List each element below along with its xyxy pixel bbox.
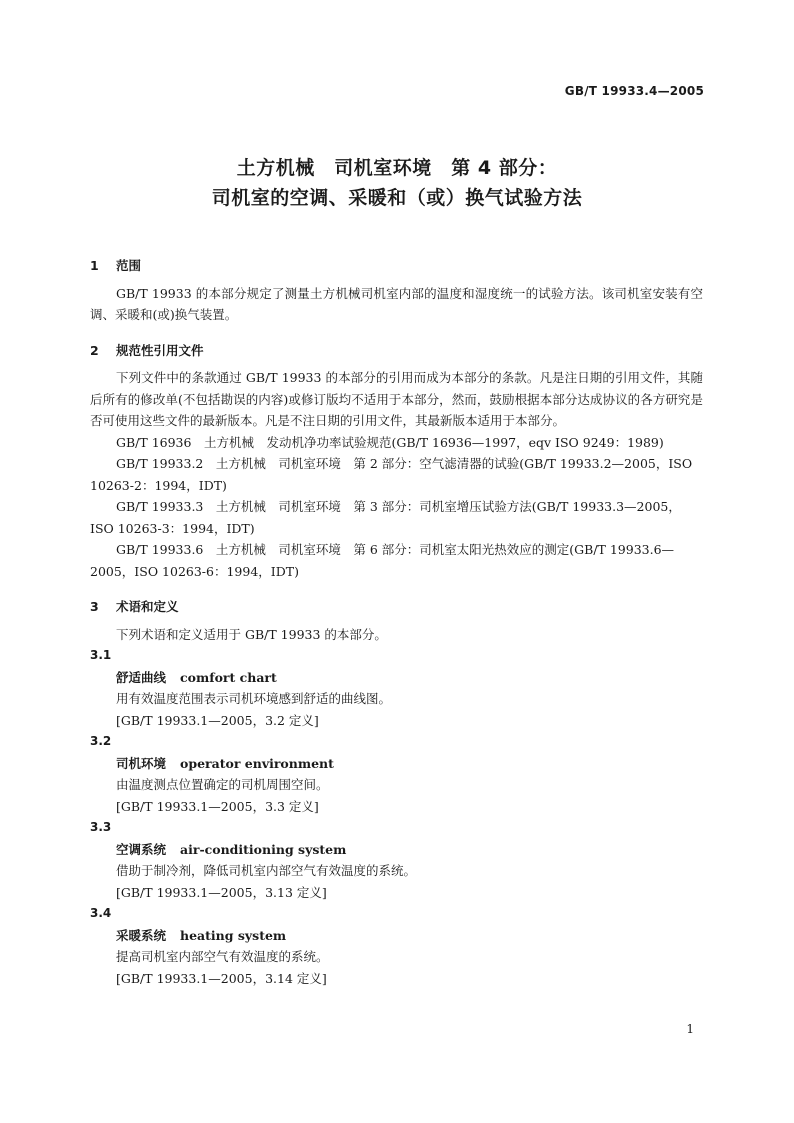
term-definition: 提高司机室内部空气有效温度的系统。 <box>116 949 329 964</box>
term-title <box>90 839 703 861</box>
term-definition: 借助于制冷剂，降低司机室内部空气有效温度的系统。 <box>116 863 417 878</box>
section-title: 术语和定义 <box>116 599 179 614</box>
term-number: 3.3 <box>90 820 112 834</box>
term-entry <box>90 645 703 731</box>
section-title: 规范性引用文件 <box>116 342 204 358</box>
section-number: 1 <box>90 258 99 273</box>
term-zh: 舒适曲线 <box>116 669 167 685</box>
term-title <box>90 667 703 689</box>
term-entry <box>90 731 703 817</box>
term-title <box>90 753 703 775</box>
section-heading-terms <box>90 596 703 618</box>
references-intro-paragraph: 下列文件中的条款通过 GB/T 19933 的本部分的引用而成为本部分的条款。凡是注日期的引用文件，其随后所有的修改单(不包括勘误的内容)或修订版均不适用于本部分，然而，鼓励根据本部分达成协议的各方研究是否可使用这些文件的最新版本。凡是不注日期的引用文件，其最新版本适用于本部分。 <box>90 370 703 428</box>
term-number: 3.1 <box>90 648 112 662</box>
term-citation: [GB/T 19933.1—2005，3.13 定义] <box>116 884 327 900</box>
section-title: 范围 <box>116 258 142 273</box>
scope-paragraph: GB/T 19933 的本部分规定了测量土方机械司机室内部的温度和湿度统一的试验方法。该司机室安装有空调、采暖和(或)换气装置。 <box>90 285 703 322</box>
term-zh: 采暖系统 <box>116 927 167 943</box>
terms-intro-paragraph: 下列术语和定义适用于 GB/T 19933 的本部分。 <box>116 626 387 642</box>
term-citation: [GB/T 19933.1—2005，3.2 定义] <box>116 712 319 728</box>
reference-item: GB/T 16936 土方机械 发动机净功率试验规范(GB/T 16936—1997，eqv ISO 9249：1989) <box>116 434 664 450</box>
term-number: 3.2 <box>90 734 112 748</box>
term-en: air-conditioning system <box>180 841 347 857</box>
document-title <box>0 153 794 213</box>
term-number: 3.4 <box>90 906 112 920</box>
reference-item: GB/T 19933.6 土方机械 司机室环境 第 6 部分：司机室太阳光热效应的测定(GB/T 19933.6—2005，ISO 10263-6：1994，IDT) <box>90 542 675 579</box>
reference-item: GB/T 19933.3 土方机械 司机室环境 第 3 部分：司机室增压试验方法(GB/T 19933.3—2005，ISO 10263-3：1994，IDT) <box>90 499 681 536</box>
page-number: 1 <box>686 1022 694 1036</box>
section-number: 3 <box>90 599 99 614</box>
reference-item: GB/T 19933.2 土方机械 司机室环境 第 2 部分：空气滤清器的试验(GB/T 19933.2—2005，ISO 10263-2：1994，IDT) <box>90 456 693 493</box>
term-en: comfort chart <box>180 669 277 685</box>
term-citation: [GB/T 19933.1—2005，3.14 定义] <box>116 970 327 986</box>
standard-code: GB/T 19933.4—2005 <box>564 84 704 98</box>
title-line-2: 司机室的空调、采暖和（或）换气试验方法 <box>211 187 583 209</box>
section-number: 2 <box>90 342 99 358</box>
title-line-1: 土方机械 司机室环境 第 4 部分： <box>236 157 558 179</box>
term-definition: 由温度测点位置确定的司机周围空间。 <box>116 777 329 792</box>
term-citation: [GB/T 19933.1—2005，3.3 定义] <box>116 798 319 814</box>
term-en: operator environment <box>180 755 334 771</box>
term-en: heating system <box>180 927 287 943</box>
document-body <box>90 247 703 989</box>
term-zh: 空调系统 <box>116 841 167 857</box>
section-heading-scope <box>90 255 703 277</box>
term-entry <box>90 817 703 903</box>
section-heading-normative-references <box>90 340 703 362</box>
term-zh: 司机环境 <box>116 755 167 771</box>
term-entry <box>90 903 703 989</box>
term-definition: 用有效温度范围表示司机环境感到舒适的曲线图。 <box>116 691 392 706</box>
term-title <box>90 925 703 947</box>
